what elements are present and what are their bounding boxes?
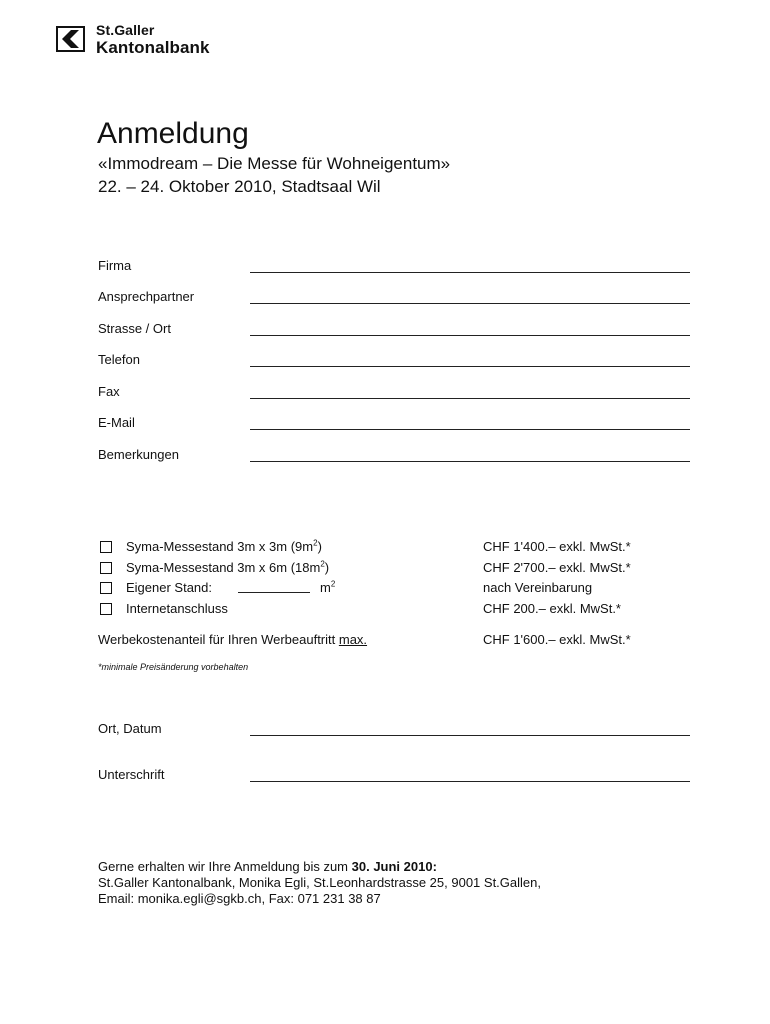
form-row-strasse-ort <box>98 321 690 343</box>
telefon-input-line[interactable] <box>250 366 690 367</box>
max-underlined: max. <box>338 632 368 647</box>
bank-name-line1: St.Galler <box>96 22 155 38</box>
form-row-ansprechpartner <box>98 289 690 311</box>
option-stand-18m2 <box>100 560 690 578</box>
field-label: Ansprechpartner <box>98 289 195 304</box>
field-label: Strasse / Ort <box>98 321 171 336</box>
option-internetanschluss <box>100 601 690 619</box>
option-label: Syma-Messestand 3m x 3m $(9m^2)$ <box>126 538 322 554</box>
footer-contact: Email: monika.egli@sgkb.ch, Fax: 071 231 38 87 <box>98 891 381 906</box>
bemerkungen-input-line[interactable] <box>250 461 690 462</box>
strasse-ort-input-line[interactable] <box>250 335 690 336</box>
form-row-firma <box>98 258 690 280</box>
ort-datum-input-line[interactable] <box>250 735 690 736</box>
werbekosten-label: Werbekostenanteil für Ihren Werbeauftritt max. <box>98 632 368 647</box>
form-row-unterschrift <box>98 767 690 789</box>
field-label: Firma <box>98 258 132 273</box>
unterschrift-input-line[interactable] <box>250 781 690 782</box>
option-label: Internetanschluss <box>126 601 228 616</box>
ansprechpartner-input-line[interactable] <box>250 303 690 304</box>
price-footnote: *minimale Preisänderung vorbehalten <box>98 662 249 672</box>
logo-chevron-icon <box>58 28 83 50</box>
stand-18m2-checkbox[interactable] <box>100 562 112 574</box>
option-price: CHF 2'700.– exkl. MwSt.* <box>483 560 631 575</box>
werbekosten-price: CHF 1'600.– exkl. MwSt.* <box>483 632 631 647</box>
footer-address: St.Galler Kantonalbank, Monika Egli, St.Leonhardstrasse 25, 9001 St.Gallen, <box>98 875 541 890</box>
field-label: Ort, Datum <box>98 721 162 736</box>
page-title: Anmeldung <box>97 117 249 150</box>
field-label: Fax <box>98 384 120 399</box>
form-row-fax <box>98 384 690 406</box>
option-label: Eigener Stand: <box>126 580 213 595</box>
stand-9m2-checkbox[interactable] <box>100 541 112 553</box>
footer-deadline: Gerne erhalten wir Ihre Anmeldung bis zum 30. Juni 2010: <box>98 859 437 874</box>
bank-name-line2: Kantonalbank <box>96 38 210 57</box>
eigener-stand-size-input-line[interactable] <box>238 592 310 593</box>
option-price: nach Vereinbarung <box>483 580 593 595</box>
form-row-email <box>98 415 690 437</box>
eigener-stand-unit: $m^2$ <box>320 579 336 595</box>
field-label: Telefon <box>98 352 140 367</box>
eigener-stand-checkbox[interactable] <box>100 582 112 594</box>
form-row-telefon <box>98 352 690 374</box>
event-date-location: 22. – 24. Oktober 2010, Stadtsaal Wil <box>98 177 381 196</box>
fax-input-line[interactable] <box>250 398 690 399</box>
field-label: Bemerkungen <box>98 447 179 462</box>
form-row-ort-datum <box>98 721 690 743</box>
bank-logo-icon <box>56 26 85 52</box>
internetanschluss-checkbox[interactable] <box>100 603 112 615</box>
firma-input-line[interactable] <box>250 272 690 273</box>
option-eigener-stand <box>100 580 690 598</box>
deadline-date: 30. Juni 2010: <box>351 859 437 874</box>
form-row-bemerkungen <box>98 447 690 469</box>
option-stand-9m2 <box>100 539 690 557</box>
event-name: «Immodream – Die Messe für Wohneigentum» <box>98 154 451 173</box>
field-label: E-Mail <box>98 415 135 430</box>
option-price: CHF 200.– exkl. MwSt.* <box>483 601 621 616</box>
option-label: Syma-Messestand 3m x 6m $(18m^2)$ <box>126 559 330 575</box>
option-price: CHF 1'400.– exkl. MwSt.* <box>483 539 631 554</box>
werbekosten-row <box>98 632 690 650</box>
field-label: Unterschrift <box>98 767 165 782</box>
email-input-line[interactable] <box>250 429 690 430</box>
